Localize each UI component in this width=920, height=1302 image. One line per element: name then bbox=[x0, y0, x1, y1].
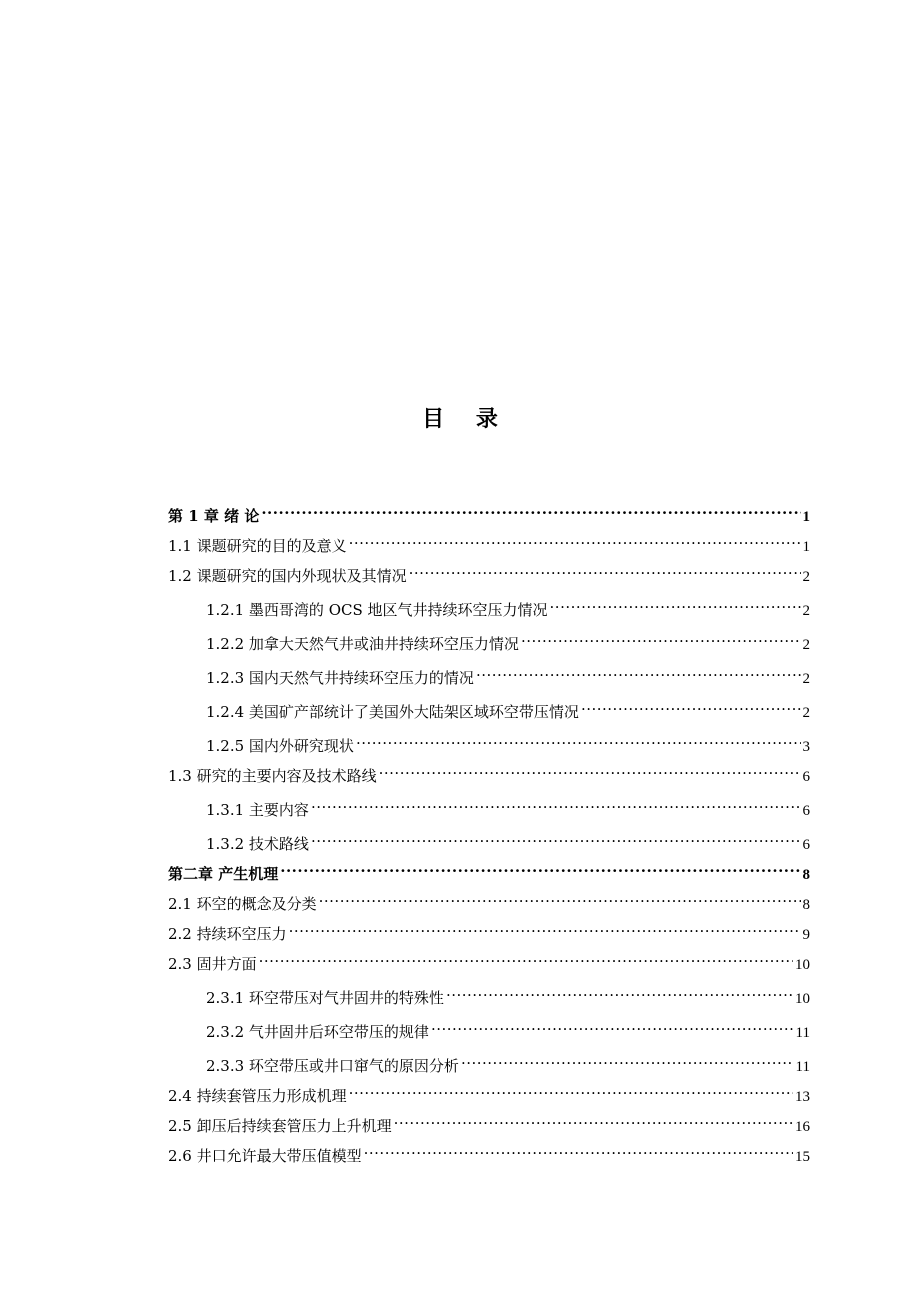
toc-entry[interactable] bbox=[206, 727, 810, 755]
toc-entry[interactable] bbox=[168, 945, 810, 973]
toc-entry-page-number: 6 bbox=[802, 803, 810, 819]
toc-entry-label: 2.5 卸压后持续套管压力上升机理 bbox=[168, 1117, 392, 1135]
toc-entry-label: 第二章 产生机理 bbox=[168, 865, 279, 883]
toc-entry[interactable] bbox=[168, 1107, 810, 1135]
toc-entry-page-number: 11 bbox=[795, 1025, 810, 1041]
toc-dot-leader bbox=[461, 1047, 794, 1071]
toc-entry-page-number: 8 bbox=[802, 897, 810, 913]
toc-entry-page-number: 3 bbox=[802, 739, 810, 755]
toc-entry-label: 2.6 井口允许最大带压值模型 bbox=[168, 1147, 362, 1165]
toc-entry[interactable] bbox=[206, 659, 810, 687]
toc-dot-leader bbox=[280, 855, 800, 879]
toc-dot-leader bbox=[550, 591, 801, 615]
toc-entry-page-number: 2 bbox=[802, 705, 810, 721]
toc-entry[interactable] bbox=[206, 1013, 810, 1041]
toc-dot-leader bbox=[409, 557, 801, 581]
toc-dot-leader bbox=[289, 915, 801, 939]
toc-entry[interactable] bbox=[168, 885, 810, 913]
toc-dot-leader bbox=[319, 885, 801, 909]
toc-entry-page-number: 10 bbox=[795, 991, 810, 1007]
toc-entry-label: 1.3.1 主要内容 bbox=[206, 801, 309, 819]
toc-entry[interactable] bbox=[168, 915, 810, 943]
toc-dot-leader bbox=[349, 527, 801, 551]
toc-dot-leader bbox=[364, 1137, 793, 1161]
toc-entry[interactable] bbox=[206, 591, 810, 619]
toc-entry-page-number: 6 bbox=[802, 769, 810, 785]
toc-entry-page-number: 11 bbox=[795, 1059, 810, 1075]
toc-entry-page-number: 2 bbox=[802, 637, 810, 653]
toc-entry[interactable] bbox=[206, 791, 810, 819]
toc-entry-label: 2.2 持续环空压力 bbox=[168, 925, 287, 943]
page-title: 目 录 bbox=[422, 407, 510, 432]
toc-entry-label: 1.1 课题研究的目的及意义 bbox=[168, 537, 347, 555]
toc-entry[interactable] bbox=[206, 625, 810, 653]
toc-entry-label: 1.2.3 国内天然气井持续环空压力的情况 bbox=[206, 669, 474, 687]
toc-dot-leader bbox=[394, 1107, 793, 1131]
toc-entry-page-number: 8 bbox=[802, 867, 810, 883]
toc-dot-leader bbox=[356, 727, 801, 751]
toc-entry[interactable] bbox=[206, 1047, 810, 1075]
toc-entry-label: 2.1 环空的概念及分类 bbox=[168, 895, 317, 913]
toc-entry-page-number: 1 bbox=[802, 539, 810, 555]
toc-entry-page-number: 2 bbox=[802, 603, 810, 619]
toc-entry-label: 1.2.2 加拿大天然气井或油井持续环空压力情况 bbox=[206, 635, 519, 653]
toc-entry[interactable] bbox=[206, 979, 810, 1007]
toc-dot-leader bbox=[446, 979, 793, 1003]
toc-entry[interactable] bbox=[168, 855, 810, 883]
toc-entry-page-number: 1 bbox=[802, 509, 810, 525]
toc-entry-page-number: 13 bbox=[795, 1089, 810, 1105]
toc-dot-leader bbox=[431, 1013, 794, 1037]
toc-dot-leader bbox=[311, 791, 801, 815]
toc-entry-page-number: 2 bbox=[802, 671, 810, 687]
toc-entry-label: 2.3.3 环空带压或井口窜气的原因分析 bbox=[206, 1057, 459, 1075]
toc-entry-label: 2.3.1 环空带压对气井固井的特殊性 bbox=[206, 989, 444, 1007]
toc-entry-label: 1.3.2 技术路线 bbox=[206, 835, 309, 853]
toc-entry-page-number: 6 bbox=[802, 837, 810, 853]
toc-entry-page-number: 15 bbox=[795, 1149, 810, 1165]
toc-dot-leader bbox=[349, 1077, 793, 1101]
toc-entry-label: 2.4 持续套管压力形成机理 bbox=[168, 1087, 347, 1105]
toc-entry[interactable] bbox=[168, 1137, 810, 1165]
toc-entry[interactable] bbox=[168, 757, 810, 785]
toc-dot-leader bbox=[311, 825, 801, 849]
toc-entry[interactable] bbox=[168, 527, 810, 555]
toc-entry-label: 1.2 课题研究的国内外现状及其情况 bbox=[168, 567, 407, 585]
toc-entry[interactable] bbox=[168, 1077, 810, 1105]
toc-entry[interactable] bbox=[168, 497, 810, 525]
toc-entry-label: 2.3 固井方面 bbox=[168, 955, 257, 973]
toc-entry[interactable] bbox=[206, 825, 810, 853]
toc-dot-leader bbox=[261, 497, 800, 521]
toc-entry-page-number: 10 bbox=[795, 957, 810, 973]
toc-entry-label: 2.3.2 气井固井后环空带压的规律 bbox=[206, 1023, 429, 1041]
toc-entry[interactable] bbox=[206, 693, 810, 721]
toc-entry-label: 1.2.5 国内外研究现状 bbox=[206, 737, 354, 755]
toc-entry-page-number: 2 bbox=[802, 569, 810, 585]
toc-entry-page-number: 9 bbox=[802, 927, 810, 943]
toc-entry-label: 1.3 研究的主要内容及技术路线 bbox=[168, 767, 377, 785]
toc-dot-leader bbox=[379, 757, 801, 781]
toc-entry-page-number: 16 bbox=[795, 1119, 810, 1135]
toc-dot-leader bbox=[259, 945, 793, 969]
toc-dot-leader bbox=[521, 625, 801, 649]
toc-dot-leader bbox=[476, 659, 801, 683]
toc-entry-label: 1.2.4 美国矿产部统计了美国外大陆架区域环空带压情况 bbox=[206, 703, 579, 721]
toc-entry[interactable] bbox=[168, 557, 810, 585]
toc-entry-label: 第 1 章 绪 论 bbox=[168, 507, 260, 525]
toc-entry-label: 1.2.1 墨西哥湾的 OCS 地区气井持续环空压力情况 bbox=[206, 601, 548, 619]
toc-dot-leader bbox=[581, 693, 801, 717]
